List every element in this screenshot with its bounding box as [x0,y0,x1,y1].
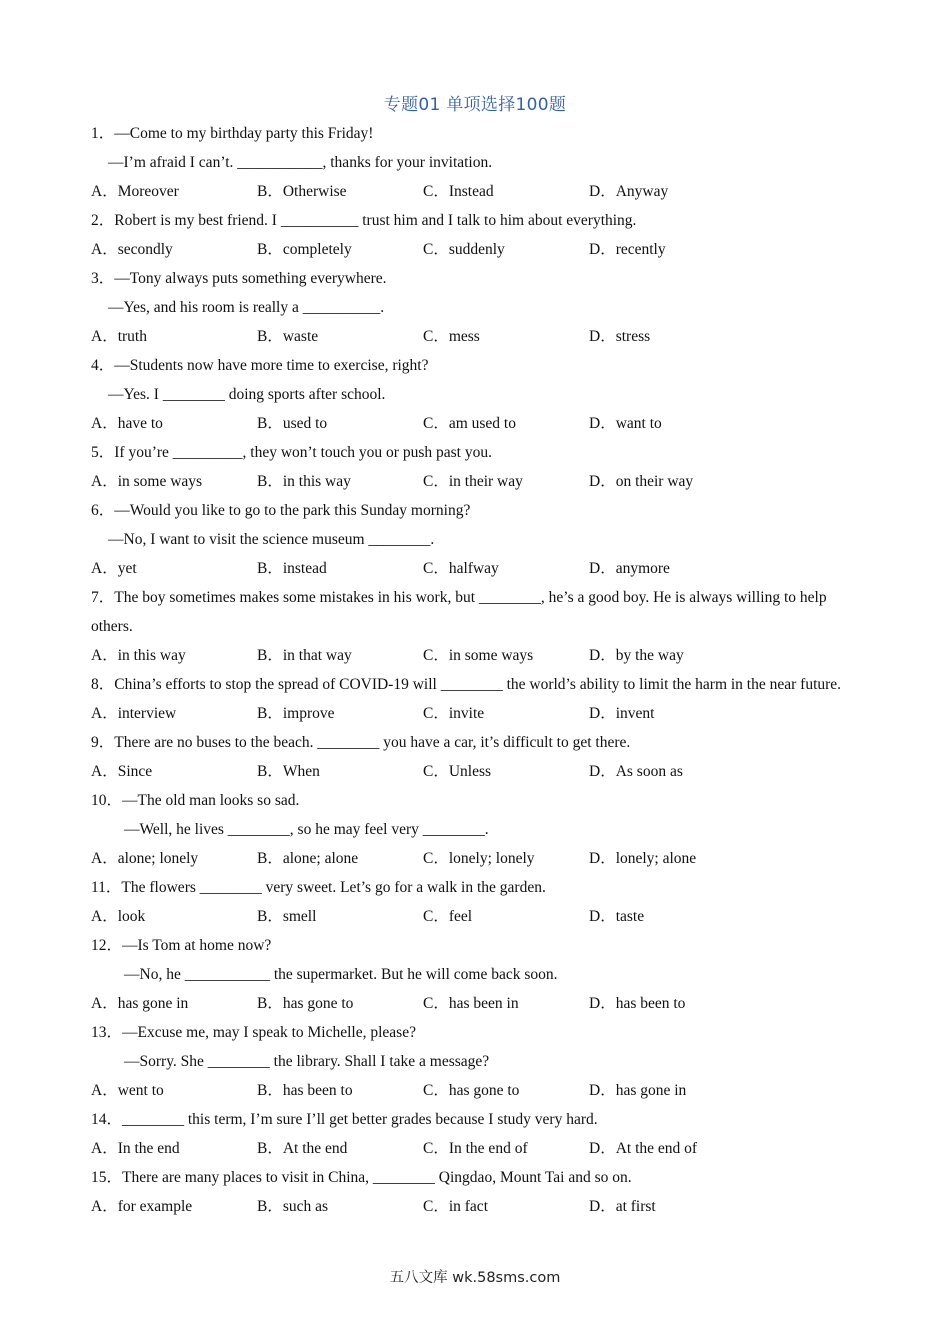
option-a: A．in some ways [91,473,203,490]
option-d: D．by the way [589,647,684,664]
option-d: D．anymore [589,560,670,577]
question [91,496,863,583]
question [91,1105,863,1163]
option-a: A．went to [91,1082,164,1099]
options-row [91,844,863,873]
question-line: —Sorry. She ________ the library. Shall I take a message? [124,1053,490,1070]
option-a: A．secondly [91,241,173,258]
option-a: A．yet [91,560,137,577]
question [91,728,863,786]
options-row [91,989,863,1018]
question-stem: 1．—Come to my birthday party this Friday! [91,125,374,142]
option-c: C．in their way [423,473,523,490]
options-row [91,554,863,583]
option-a: A．in this way [91,647,186,664]
question-stem: 11．The flowers ________ very sweet. Let’s go for a walk in the garden. [91,879,546,896]
option-d: D．lonely; alone [589,850,697,867]
question-line: —No, he ___________ the supermarket. But he will come back soon. [124,966,558,983]
question [91,786,863,873]
question [91,670,863,728]
option-b: B．has gone to [257,995,354,1012]
options-row [91,409,863,438]
option-d: D．recently [589,241,666,258]
question [91,583,863,670]
options-row [91,467,863,496]
option-d: D．on their way [589,473,694,490]
option-a: A．have to [91,415,163,432]
option-c: C．am used to [423,415,516,432]
option-c: C．Unless [423,763,492,780]
options-row [91,641,863,670]
question [91,206,863,264]
option-b: B．waste [257,328,319,345]
option-a: A．for example [91,1198,193,1215]
option-a: A．Moreover [91,183,179,200]
option-b: B．instead [257,560,327,577]
options-row [91,757,863,786]
options-row [91,699,863,728]
option-b: B．such as [257,1198,329,1215]
option-b: B．in this way [257,473,351,490]
option-c: C．has been in [423,995,519,1012]
question [91,873,863,931]
options-row [91,902,863,931]
question [91,1018,863,1105]
option-b: B．used to [257,415,328,432]
option-b: B．alone; alone [257,850,359,867]
option-d: D．has gone in [589,1082,687,1099]
option-d: D．As soon as [589,763,683,780]
question-list [91,119,863,1221]
option-c: C．feel [423,908,473,925]
question-stem: 7．The boy sometimes makes some mistakes in his work, but ________, he’s a good boy. He is always willing to help others. [91,589,827,635]
option-a: A．look [91,908,146,925]
option-b: B．has been to [257,1082,353,1099]
question-line: —Yes. I ________ doing sports after school. [108,386,386,403]
option-c: C．halfway [423,560,499,577]
question-stem: 13．—Excuse me, may I speak to Michelle, please? [91,1024,416,1041]
option-c: C．invite [423,705,485,722]
option-b: B．completely [257,241,352,258]
option-a: A．In the end [91,1140,180,1157]
option-c: C．In the end of [423,1140,528,1157]
question-line: —Yes, and his room is really a __________. [108,299,385,316]
option-a: A．truth [91,328,147,345]
page-title: 专题01 单项选择100题 [383,95,567,115]
option-d: D．Anyway [589,183,669,200]
question [91,1163,863,1221]
question-stem: 2．Robert is my best friend. I __________ trust him and I talk to him about everything. [91,212,637,229]
option-b: B．At the end [257,1140,348,1157]
question-line: —No, I want to visit the science museum ________. [108,531,435,548]
option-a: A．has gone in [91,995,189,1012]
option-d: D．want to [589,415,662,432]
question [91,119,863,206]
options-row [91,1192,863,1221]
option-c: C．Instead [423,183,494,200]
option-b: B．improve [257,705,335,722]
option-b: B．smell [257,908,317,925]
option-b: B．Otherwise [257,183,347,200]
question-stem: 4．—Students now have more time to exercise, right? [91,357,429,374]
option-d: D．stress [589,328,651,345]
question-stem: 8．China’s efforts to stop the spread of COVID-19 will ________ the world’s ability to limit the harm in the near future. [91,676,842,693]
options-row [91,235,863,264]
option-a: A．Since [91,763,153,780]
options-row [91,1134,863,1163]
footer-watermark: 五八文库 wk.58sms.com [389,1270,561,1286]
option-d: D．has been to [589,995,686,1012]
question [91,931,863,1018]
option-d: D．taste [589,908,645,925]
option-d: D．at first [589,1198,656,1215]
options-row [91,1076,863,1105]
option-a: A．interview [91,705,177,722]
question-line: —Well, he lives ________, so he may feel very ________. [124,821,489,838]
question-stem: 10．—The old man looks so sad. [91,792,300,809]
question [91,264,863,351]
option-c: C．suddenly [423,241,505,258]
question-stem: 3．—Tony always puts something everywhere. [91,270,387,287]
option-d: D．At the end of [589,1140,698,1157]
option-c: C．in some ways [423,647,534,664]
question-stem: 12．—Is Tom at home now? [91,937,272,954]
option-b: B．When [257,763,320,780]
options-row [91,322,863,351]
option-c: C．mess [423,328,480,345]
option-c: C．lonely; lonely [423,850,535,867]
option-c: C．has gone to [423,1082,520,1099]
option-a: A．alone; lonely [91,850,199,867]
question-line: —I’m afraid I can’t. ___________, thanks for your invitation. [108,154,493,171]
options-row [91,177,863,206]
question-stem: 5．If you’re _________, they won’t touch you or push past you. [91,444,492,461]
question [91,351,863,438]
question [91,438,863,496]
option-b: B．in that way [257,647,352,664]
option-d: D．invent [589,705,655,722]
question-stem: 15．There are many places to visit in China, ________ Qingdao, Mount Tai and so on. [91,1169,632,1186]
question-stem: 6．—Would you like to go to the park this Sunday morning? [91,502,471,519]
option-c: C．in fact [423,1198,488,1215]
question-stem: 14．________ this term, I’m sure I’ll get better grades because I study very hard. [91,1111,598,1128]
question-stem: 9．There are no buses to the beach. ________ you have a car, it’s difficult to get there. [91,734,631,751]
